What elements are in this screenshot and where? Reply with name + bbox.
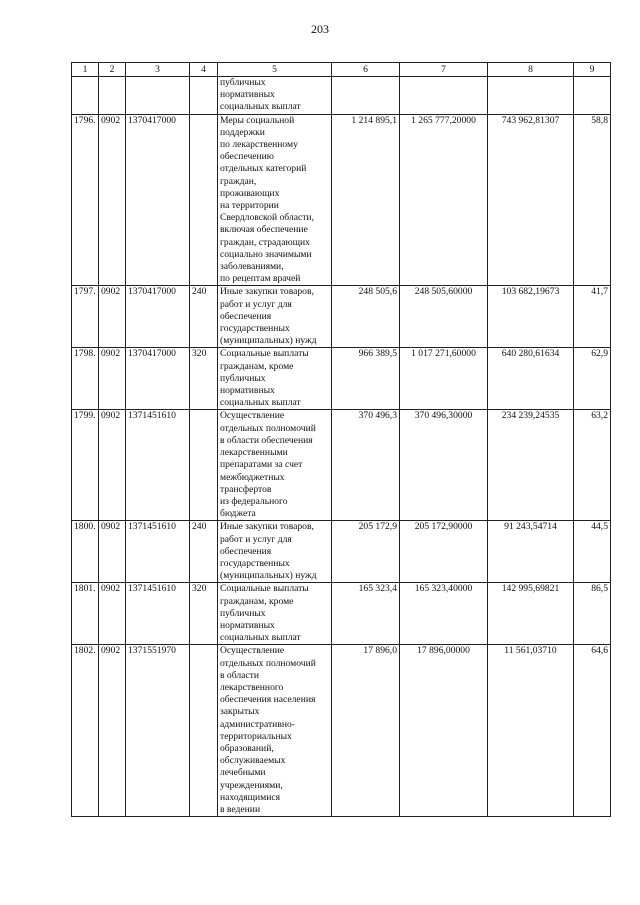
section-code: 0902 bbox=[99, 645, 126, 817]
value-col-6: 966 389,5 bbox=[332, 348, 400, 410]
section-code: 0902 bbox=[99, 114, 126, 286]
item-name: Социальные выплаты гражданам, кроме публичных нормативных социальных выплат bbox=[218, 348, 332, 410]
item-name: Иные закупки товаров, работ и услуг для обеспечения государственных (муниципальных) нужд bbox=[218, 521, 332, 583]
value-col-6: 1 214 895,1 bbox=[332, 114, 400, 286]
item-name: Осуществление отдельных полномочий в области обеспечения лекарственными препаратами за счет межбюджетных трансфертов из федерального бюджета bbox=[218, 410, 332, 521]
value-col-6: 248 505,6 bbox=[332, 286, 400, 348]
target-code: 1370417000 bbox=[126, 286, 190, 348]
target-code: 1370417000 bbox=[126, 348, 190, 410]
row-number: 1797. bbox=[72, 286, 99, 348]
value-col-7: 1 017 271,60000 bbox=[400, 348, 488, 410]
value-col-8: 91 243,54714 bbox=[488, 521, 574, 583]
value-col-9: 62,9 bbox=[574, 348, 611, 410]
item-name: Иные закупки товаров, работ и услуг для обеспечения государственных (муниципальных) нужд bbox=[218, 286, 332, 348]
kind-code bbox=[190, 114, 218, 286]
target-code: 1371451610 bbox=[126, 521, 190, 583]
page-number: 203 bbox=[311, 22, 329, 36]
value-col-7: 205 172,90000 bbox=[400, 521, 488, 583]
row-number: 1802. bbox=[72, 645, 99, 817]
col-header-3: 3 bbox=[126, 63, 190, 77]
value-col-6: 165 323,4 bbox=[332, 583, 400, 645]
table-row bbox=[72, 521, 611, 583]
value-col-8: 11 561,03710 bbox=[488, 645, 574, 817]
value-col-9: 64,6 bbox=[574, 645, 611, 817]
value-col-6 bbox=[332, 77, 400, 115]
target-code: 1371451610 bbox=[126, 583, 190, 645]
col-header-9: 9 bbox=[574, 63, 611, 77]
col-header-1: 1 bbox=[72, 63, 99, 77]
col-header-5: 5 bbox=[218, 63, 332, 77]
value-col-9: 44,5 bbox=[574, 521, 611, 583]
table-row bbox=[72, 583, 611, 645]
value-col-8: 234 239,24535 bbox=[488, 410, 574, 521]
value-col-8 bbox=[488, 77, 574, 115]
section-code bbox=[99, 77, 126, 115]
section-code: 0902 bbox=[99, 583, 126, 645]
value-col-6: 370 496,3 bbox=[332, 410, 400, 521]
row-number: 1801. bbox=[72, 583, 99, 645]
col-header-7: 7 bbox=[400, 63, 488, 77]
target-code: 1370417000 bbox=[126, 114, 190, 286]
value-col-7: 370 496,30000 bbox=[400, 410, 488, 521]
table-row bbox=[72, 77, 611, 115]
section-code: 0902 bbox=[99, 348, 126, 410]
col-header-6: 6 bbox=[332, 63, 400, 77]
col-header-8: 8 bbox=[488, 63, 574, 77]
row-number: 1799. bbox=[72, 410, 99, 521]
target-code bbox=[126, 77, 190, 115]
target-code: 1371551970 bbox=[126, 645, 190, 817]
col-header-2: 2 bbox=[99, 63, 126, 77]
value-col-6: 17 896,0 bbox=[332, 645, 400, 817]
kind-code: 240 bbox=[190, 286, 218, 348]
table-row bbox=[72, 114, 611, 286]
item-name: публичных нормативных социальных выплат bbox=[218, 77, 332, 115]
kind-code bbox=[190, 645, 218, 817]
row-number bbox=[72, 77, 99, 115]
value-col-7: 248 505,60000 bbox=[400, 286, 488, 348]
table-row bbox=[72, 410, 611, 521]
value-col-9: 63,2 bbox=[574, 410, 611, 521]
item-name: Осуществление отдельных полномочий в области лекарственного обеспечения населения закрытых административно- территориальных образований, обслуживаемых лечебными учреждениями, находящимися в ведении bbox=[218, 645, 332, 817]
kind-code: 240 bbox=[190, 521, 218, 583]
section-code: 0902 bbox=[99, 286, 126, 348]
section-code: 0902 bbox=[99, 410, 126, 521]
value-col-8: 640 280,61634 bbox=[488, 348, 574, 410]
budget-table bbox=[71, 62, 611, 817]
value-col-7 bbox=[400, 77, 488, 115]
kind-code bbox=[190, 410, 218, 521]
item-name: Социальные выплаты гражданам, кроме публичных нормативных социальных выплат bbox=[218, 583, 332, 645]
value-col-9 bbox=[574, 77, 611, 115]
value-col-6: 205 172,9 bbox=[332, 521, 400, 583]
value-col-7: 17 896,00000 bbox=[400, 645, 488, 817]
value-col-7: 165 323,40000 bbox=[400, 583, 488, 645]
kind-code: 320 bbox=[190, 348, 218, 410]
col-header-4: 4 bbox=[190, 63, 218, 77]
value-col-8: 103 682,19673 bbox=[488, 286, 574, 348]
header-row bbox=[72, 63, 611, 77]
section-code: 0902 bbox=[99, 521, 126, 583]
row-number: 1796. bbox=[72, 114, 99, 286]
kind-code bbox=[190, 77, 218, 115]
row-number: 1798. bbox=[72, 348, 99, 410]
value-col-9: 41,7 bbox=[574, 286, 611, 348]
item-name: Меры социальной поддержки по лекарственному обеспечению отдельных категорий граждан, проживающих на территории Свердловской области, включая обеспечение граждан, страдающих социально значимыми заболеваниями, по рецептам врачей bbox=[218, 114, 332, 286]
table-row bbox=[72, 348, 611, 410]
target-code: 1371451610 bbox=[126, 410, 190, 521]
table-row bbox=[72, 645, 611, 817]
value-col-9: 86,5 bbox=[574, 583, 611, 645]
value-col-8: 743 962,81307 bbox=[488, 114, 574, 286]
kind-code: 320 bbox=[190, 583, 218, 645]
value-col-7: 1 265 777,20000 bbox=[400, 114, 488, 286]
value-col-9: 58,8 bbox=[574, 114, 611, 286]
value-col-8: 142 995,69821 bbox=[488, 583, 574, 645]
table-row bbox=[72, 286, 611, 348]
row-number: 1800. bbox=[72, 521, 99, 583]
